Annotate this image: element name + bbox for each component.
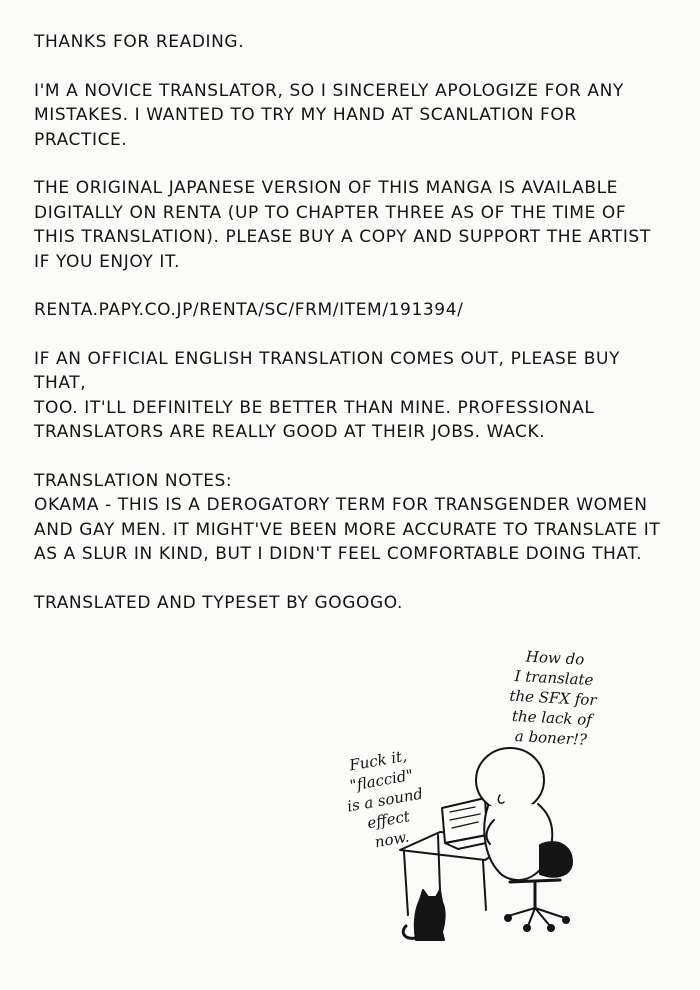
handwritten-bubble-question: How do I translate the SFX for the lack of a boner!? <box>508 647 598 749</box>
chair-wheel-4 <box>548 925 554 931</box>
translator-doodle-illustration <box>390 740 590 950</box>
original-availability-text: THE ORIGINAL JAPANESE VERSION OF THIS MANGA IS AVAILABLE DIGITALLY ON RENTA (UP TO CHAPTER THREE AS OF THE TIME OF THIS TRANSLATION). PLEASE BUY A COPY AND SUPPORT THE ARTIST IF YOU ENJOY IT. <box>34 178 651 272</box>
chair-wheel-1 <box>505 915 511 921</box>
novice-apology-text: I'M A NOVICE TRANSLATOR, SO I SINCERELY APOLOGIZE FOR ANY MISTAKES. I WANTED TO TRY MY HAND AT SCANLATION FOR PRACTICE. <box>34 80 624 150</box>
thanks-text: THANKS FOR READING. <box>34 32 245 52</box>
credits-text: TRANSLATED AND TYPESET BY GOGOGO. <box>34 592 404 613</box>
chair-legs <box>508 908 565 926</box>
chair-back <box>540 842 572 877</box>
desk-leg-left <box>404 852 408 915</box>
translation-notes-text: TRANSLATION NOTES: OKAMA - THIS IS A DEROGATORY TERM FOR TRANSGENDER WOMEN AND GAY MEN. IT MIGHT'VE BEEN MORE ACCURATE TO TRANSLATE IT AS A SLUR IN KIND, BUT I DIDN'T FEEL COMFORTABLE DOING THAT. <box>34 470 661 564</box>
person-head <box>476 748 544 812</box>
renta-url-text: RENTA.PAPY.CO.JP/RENTA/SC/FRM/ITEM/191394/ <box>34 300 464 320</box>
official-translation-text: IF AN OFFICIAL ENGLISH TRANSLATION COMES OUT, PLEASE BUY THAT, TOO. IT'LL DEFINITELY BE BETTER THAN MINE. PROFESSIONAL TRANSLATORS ARE REALLY GOOD AT THEIR JOBS. WACK. <box>34 348 621 442</box>
desk-leg-mid <box>483 861 486 910</box>
desk-leg-back <box>438 835 440 890</box>
chair-wheel-3 <box>524 925 530 931</box>
cat-silhouette <box>415 890 445 940</box>
notes-block <box>34 30 674 639</box>
chair-wheel-2 <box>563 917 569 923</box>
handwritten-bubble-answer: Fuck it, "flaccid" is a sound effect now. <box>345 746 425 852</box>
